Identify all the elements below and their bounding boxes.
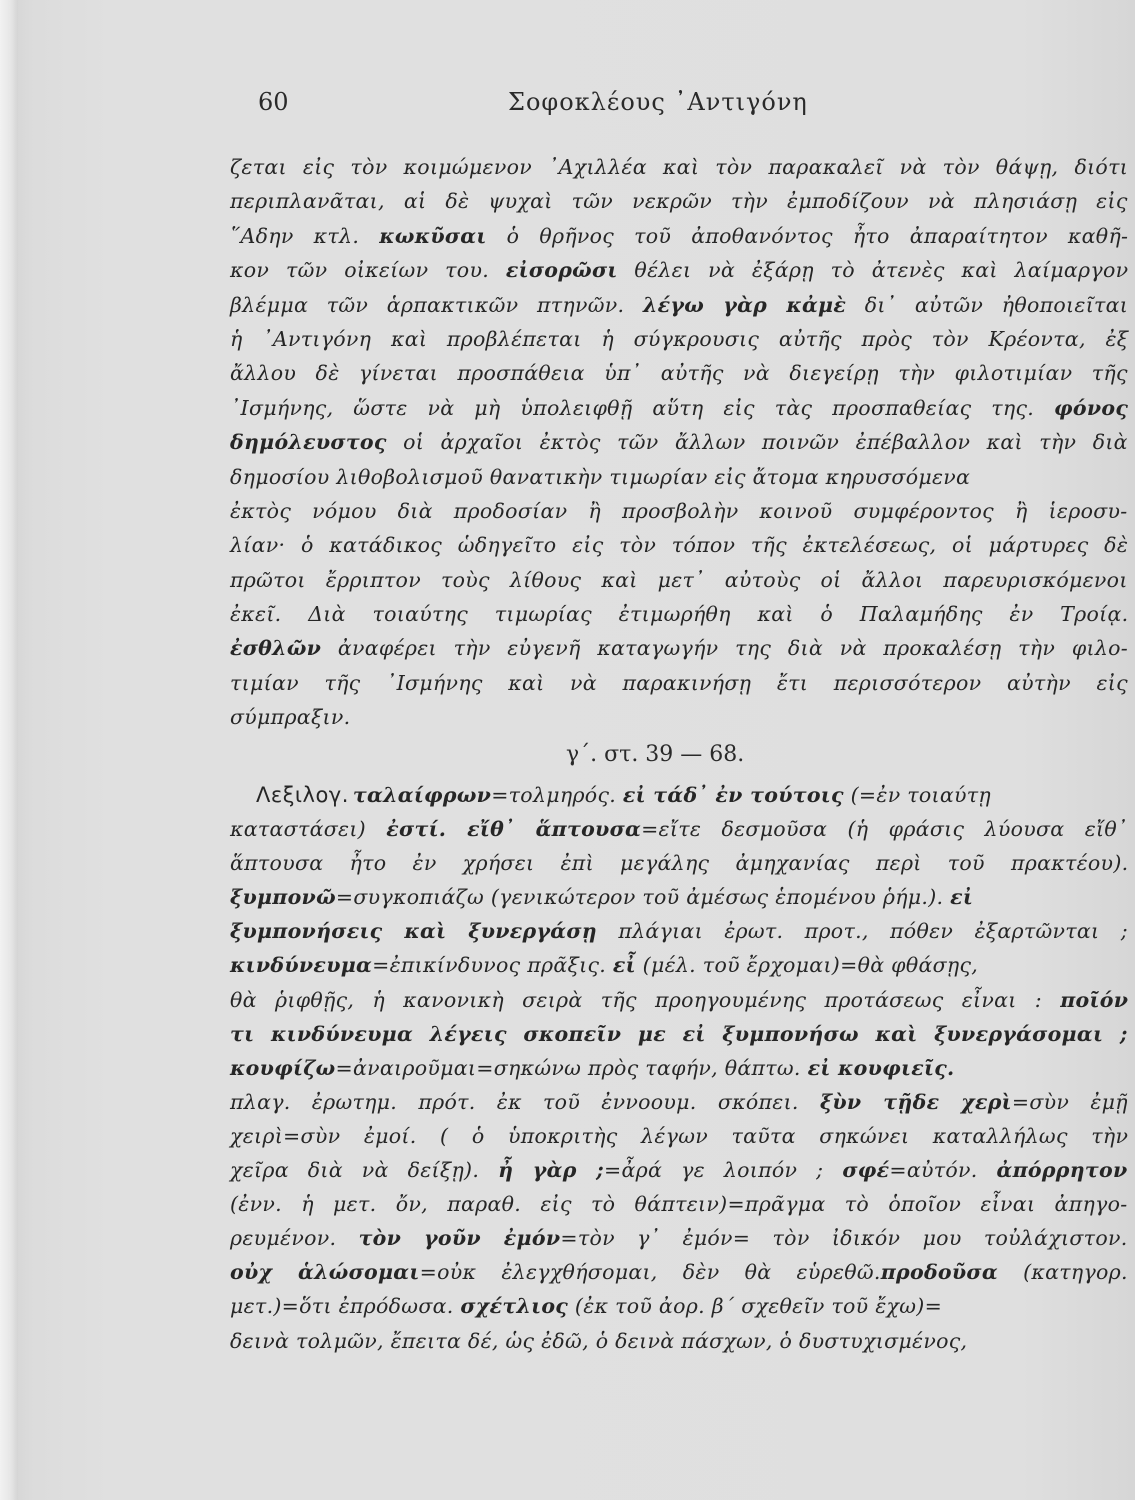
commentary-line xyxy=(230,425,1128,459)
bold-lemma: ἐστί. εἴθ᾿ ἅπτουσα xyxy=(386,817,642,842)
text-run: =σὺν ἐμῇ xyxy=(1011,1089,1128,1114)
glossary-line xyxy=(230,812,1128,846)
bold-lemma: εἰσορῶσι xyxy=(505,258,618,283)
text-run: κον τῶν οἰκείων του. xyxy=(230,258,506,283)
text-run: ὁ θρῆνος τοῦ ἀποθανόντος ἦτο ἀπαραίτητον καθῆ- xyxy=(486,223,1129,248)
bold-lemma: ἦ γὰρ ; xyxy=(498,1158,605,1183)
text-run: =οὐκ ἐλεγχθήσομαι, δὲν θὰ εὑρεθῶ. xyxy=(419,1260,881,1285)
commentary-block xyxy=(230,150,1128,735)
bold-lemma: ἐσθλῶν xyxy=(230,636,322,661)
text-run: ἐκτὸς νόμου διὰ προδοσίαν ἢ προσβολὴν κοινοῦ συμφέροντος ἢ ἱεροσυ- xyxy=(230,498,1128,523)
text-run: περιπλανᾶται, αἱ δὲ ψυχαὶ τῶν νεκρῶν τὴν ἐμποδίζουν νὰ πλησιάσῃ εἰς xyxy=(230,189,1128,214)
glossary-line xyxy=(230,948,1128,982)
glossary-block xyxy=(230,778,1128,1358)
text-run: βλέμμα τῶν ἁρπακτικῶν πτηνῶν. xyxy=(230,292,643,317)
text-run: θέλει νὰ ἐξάρῃ τὸ ἀτενὲς καὶ λαίμαργον xyxy=(617,258,1129,283)
commentary-line xyxy=(230,700,1128,734)
text-run: θὰ ῥιφθῇς, ἡ κανονικὴ σειρὰ τῆς προηγουμένης προτάσεως εἶναι : xyxy=(230,987,1061,1012)
bold-lemma: σφέ xyxy=(842,1158,890,1183)
glossary-line xyxy=(230,1153,1128,1187)
bold-lemma: κουφίζω xyxy=(230,1055,336,1080)
commentary-line xyxy=(230,494,1128,528)
text-run: δημοσίου λιθοβολισμοῦ θανατικὴν τιμωρίαν εἰς ἄτομα κηρυσσόμενα xyxy=(230,464,971,489)
text-run: πλαγ. ἐρωτημ. πρότ. ἐκ τοῦ ἐννοουμ. σκόπει. xyxy=(230,1089,820,1114)
text-run: =ἐπικίνδυνος πρᾶξις. xyxy=(372,953,613,978)
text-run: ἐκεῖ. Διὰ τοιαύτης τιμωρίας ἐτιμωρήθη καὶ ὁ Παλαμήδης ἐν Τροίᾳ. xyxy=(230,602,1129,627)
glossary-line xyxy=(230,1085,1128,1119)
commentary-line xyxy=(230,391,1128,425)
text-run: (μέλ. τοῦ ἔρχομαι)=θὰ φθάσῃς, xyxy=(635,953,979,978)
text-run: σύμπραξιν. xyxy=(230,705,351,730)
glossary-label: Λεξιλογ. xyxy=(256,783,349,807)
bold-lemma: εἶ xyxy=(612,953,636,978)
text-run: =εἴτε δεσμοῦσα (ἡ φράσις λύουσα εἴθ᾿ xyxy=(641,817,1128,842)
commentary-line xyxy=(230,528,1128,562)
text-run: χειρὶ=σὺν ἐμοί. ( ὁ ὑποκριτὴς λέγων ταῦτα σηκώνει καταλλήλως τὴν xyxy=(230,1123,1129,1148)
text-run: ᾿Ισμήνης, ὥστε νὰ μὴ ὑπολειφθῇ αὕτη εἰς τὰς προσπαθείας της. xyxy=(230,395,1055,420)
commentary-line xyxy=(230,322,1128,356)
text-run: τιμίαν τῆς ᾿Ισμήνης καὶ νὰ παρακινήσῃ ἔτι περισσότερον αὐτὴν εἰς xyxy=(230,670,1128,695)
bold-lemma: σχέτλιος xyxy=(460,1294,569,1319)
bold-lemma: τι κινδύνευμα λέγεις σκοπεῖν με εἰ ξυμπονήσω καὶ ξυνεργάσομαι ; xyxy=(230,1021,1128,1046)
text-run: =τολμηρός. xyxy=(491,783,623,807)
commentary-line xyxy=(230,219,1128,253)
page-spine-edge xyxy=(0,0,18,1500)
glossary-line xyxy=(230,1051,1128,1085)
glossary-line xyxy=(230,1119,1128,1153)
text-run: =ἀναιροῦμαι=σηκώνω πρὸς ταφήν, θάπτω. xyxy=(335,1055,808,1080)
text-run: χεῖρα διὰ νὰ δείξῃ). xyxy=(230,1158,499,1183)
commentary-line xyxy=(230,150,1128,184)
page-header xyxy=(0,88,1135,128)
commentary-line xyxy=(230,597,1128,631)
text-run: πρῶτοι ἔρριπτον τοὺς λίθους καὶ μετ᾿ αὐτοὺς οἱ ἄλλοι παρευρισκόμενοι xyxy=(230,567,1128,592)
bold-lemma: λέγω γὰρ κἀμὲ xyxy=(642,292,847,317)
glossary-line xyxy=(230,1255,1128,1289)
commentary-line xyxy=(230,563,1128,597)
commentary-line xyxy=(230,460,1128,494)
text-run: καταστάσει) xyxy=(230,817,387,842)
glossary-line xyxy=(230,914,1128,948)
bold-lemma: προδοῦσα xyxy=(880,1260,998,1285)
glossary-line xyxy=(230,1289,1128,1323)
text-run: δι᾿ αὐτῶν ἠθοποιεῖται xyxy=(846,292,1129,317)
text-run: μετ.)=ὅτι ἐπρόδωσα. xyxy=(230,1294,461,1319)
commentary-line xyxy=(230,631,1128,665)
text-run: ζεται εἰς τὸν κοιμώμενον ᾿Αχιλλέα καὶ τὸν παρακαλεῖ νὰ τὸν θάψῃ, διότι xyxy=(230,155,1129,179)
text-run: (ἐκ τοῦ ἀορ. β΄ σχεθεῖν τοῦ ἔχω)= xyxy=(568,1294,943,1319)
text-run: ἄλλου δὲ γίνεται προσπάθεια ὑπ᾿ αὐτῆς νὰ διεγείρῃ τὴν φιλοτιμίαν τῆς xyxy=(230,361,1128,386)
glossary-line xyxy=(230,1324,1128,1358)
bold-lemma: ξυμπονήσεις καὶ ξυνεργάσῃ xyxy=(230,919,598,944)
text-run: =συγκοπιάζω (γενικώτερον τοῦ ἀμέσως ἑπομένου ῥήμ.). xyxy=(335,885,951,910)
text-run: =αὐτόν. xyxy=(889,1158,997,1183)
text-run: δεινὰ τολμῶν, ἔπειτα δέ, ὡς ἐδῶ, ὁ δεινὰ πάσχων, ὁ δυστυχισμένος, xyxy=(230,1328,968,1353)
bold-lemma: ποῖόν xyxy=(1060,987,1129,1012)
bold-lemma: ἀπόρρητον xyxy=(996,1158,1128,1183)
bold-lemma: δημόλευστος xyxy=(230,430,387,455)
text-run: =τὸν γ᾿ ἐμόν= τὸν ἰδικόν μου τοὐλάχιστον. xyxy=(560,1226,1128,1251)
bold-lemma: τὸν γοῦν ἐμόν xyxy=(358,1226,561,1251)
text-run: ρευμένον. xyxy=(230,1226,359,1251)
glossary-line xyxy=(230,778,1128,812)
bold-lemma: κωκῦσαι xyxy=(379,223,487,248)
text-run: ἅπτουσα ἦτο ἐν χρήσει ἐπὶ μεγάλης ἀμηχανίας περὶ τοῦ πρακτέου). xyxy=(230,851,1129,876)
commentary-line xyxy=(230,356,1128,390)
bold-lemma: φόνος xyxy=(1054,395,1129,420)
text-run: (=ἐν τοιαύτῃ xyxy=(843,783,992,807)
bold-lemma: εἰ τάδ᾿ ἐν τούτοις xyxy=(622,783,844,807)
glossary-line xyxy=(230,1017,1128,1051)
text-run: =ἆρά γε λοιπόν ; xyxy=(604,1158,843,1183)
commentary-line xyxy=(230,288,1128,322)
text-run: ἡ ᾿Αντιγόνη καὶ προβλέπεται ἡ σύγκρουσις αὐτῆς πρὸς τὸν Κρέοντα, ἐξ xyxy=(230,326,1129,351)
commentary-line xyxy=(230,666,1128,700)
bold-lemma: οὐχ ἁλώσομαι xyxy=(230,1260,420,1285)
text-run: λίαν· ὁ κατάδικος ὡδηγεῖτο εἰς τὸν τόπον τῆς ἐκτελέσεως, οἱ μάρτυρες δὲ xyxy=(230,533,1129,558)
bold-lemma: εἰ κουφιεῖς. xyxy=(807,1055,955,1080)
bold-lemma: κινδύνευμα xyxy=(230,953,373,978)
text-run: (κατηγορ. xyxy=(997,1260,1128,1285)
text-run: πλάγιαι ἐρωτ. προτ., πόθεν ἐξαρτῶνται ; xyxy=(597,919,1128,944)
page-number: 60 xyxy=(258,88,289,116)
running-head: Σοφοκλέους ᾿Αντιγόνη xyxy=(508,88,808,116)
bold-lemma: ξυμπονῶ xyxy=(230,885,336,910)
text-run: οἱ ἀρχαῖοι ἐκτὸς τῶν ἄλλων ποινῶν ἐπέβαλλον καὶ τὴν διὰ xyxy=(386,430,1128,455)
glossary-line xyxy=(230,1187,1128,1221)
bold-lemma: ξὺν τῇδε χερὶ xyxy=(819,1089,1012,1114)
text-run: ἀναφέρει τὴν εὐγενῆ καταγωγήν της διὰ νὰ προκαλέσῃ τὴν φιλο- xyxy=(321,636,1129,661)
bold-lemma: ταλαίφρων xyxy=(352,783,492,807)
text-run: (ἐνν. ἡ μετ. ὄν, παραθ. εἰς τὸ θάπτειν)=πρᾶγμα τὸ ὁποῖον εἶναι ἀπηγο- xyxy=(230,1192,1128,1217)
glossary-line xyxy=(230,846,1128,880)
section-heading: γ΄. στ. 39 — 68. xyxy=(566,742,745,767)
bold-lemma: εἰ xyxy=(950,885,974,910)
glossary-line xyxy=(230,880,1128,914)
glossary-line xyxy=(230,1221,1128,1255)
text-run: ῞Αδην κτλ. xyxy=(230,223,380,248)
commentary-line xyxy=(230,253,1128,287)
commentary-line xyxy=(230,184,1128,218)
glossary-line xyxy=(230,983,1128,1017)
